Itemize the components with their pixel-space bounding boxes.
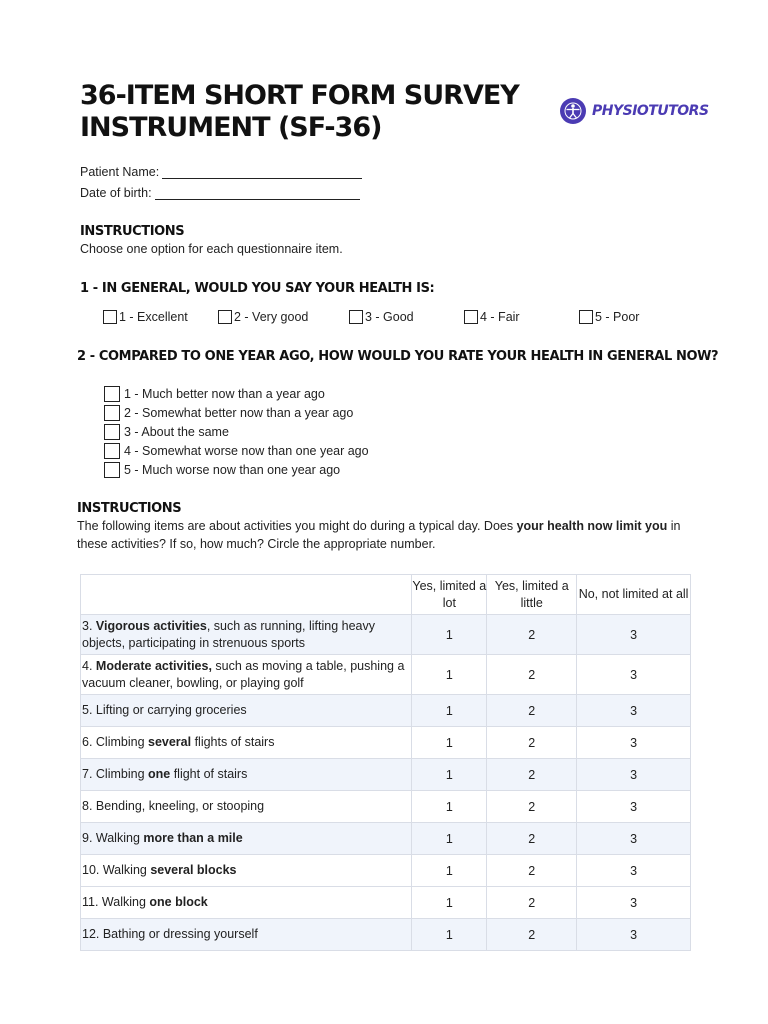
- table-header: Yes, limited a little: [487, 575, 577, 615]
- response-cell[interactable]: 3: [577, 887, 691, 919]
- checkbox[interactable]: [104, 424, 120, 440]
- q1-option-5[interactable]: 5 - Poor: [579, 310, 639, 324]
- response-cell[interactable]: 2: [487, 791, 577, 823]
- date-of-birth-line: [155, 187, 360, 200]
- instructions-text: Choose one option for each questionnaire item.: [80, 242, 343, 256]
- response-cell[interactable]: 3: [577, 855, 691, 887]
- checkbox[interactable]: [103, 310, 117, 324]
- vitruvian-man-icon: [560, 98, 586, 124]
- q1-option-1[interactable]: 1 - Excellent: [103, 310, 188, 324]
- q2-option-3[interactable]: 3 - About the same: [104, 423, 229, 440]
- response-cell[interactable]: 1: [412, 887, 487, 919]
- table-row: [81, 823, 691, 855]
- response-cell[interactable]: 1: [412, 727, 487, 759]
- activities-table: [80, 574, 691, 951]
- response-cell[interactable]: 3: [577, 759, 691, 791]
- patient-name-line: [162, 166, 362, 179]
- response-cell[interactable]: 2: [487, 823, 577, 855]
- table-row: [81, 727, 691, 759]
- activity-label: 11. Walking one block: [81, 887, 412, 919]
- response-cell[interactable]: 3: [577, 919, 691, 951]
- response-cell[interactable]: 2: [487, 759, 577, 791]
- response-cell[interactable]: 2: [487, 887, 577, 919]
- q2-option-4[interactable]: 4 - Somewhat worse now than one year ago: [104, 442, 369, 459]
- checkbox[interactable]: [579, 310, 593, 324]
- response-cell[interactable]: 1: [412, 759, 487, 791]
- response-cell[interactable]: 1: [412, 655, 487, 695]
- activity-label: 12. Bathing or dressing yourself: [81, 919, 412, 951]
- table-header-row: [81, 575, 691, 615]
- instructions-2-heading: INSTRUCTIONS: [77, 501, 182, 516]
- question-2-heading: 2 - COMPARED TO ONE YEAR AGO, HOW WOULD YOU RATE YOUR HEALTH IN GENERAL NOW?: [77, 349, 719, 364]
- response-cell[interactable]: 2: [487, 615, 577, 655]
- checkbox[interactable]: [464, 310, 478, 324]
- table-row: [81, 695, 691, 727]
- response-cell[interactable]: 3: [577, 823, 691, 855]
- activity-label: 10. Walking several blocks: [81, 855, 412, 887]
- table-header: No, not limited at all: [577, 575, 691, 615]
- patient-name-field[interactable]: Patient Name:: [80, 165, 362, 179]
- checkbox[interactable]: [104, 405, 120, 421]
- checkbox[interactable]: [104, 462, 120, 478]
- brand-logo: [560, 98, 709, 124]
- activity-label: 9. Walking more than a mile: [81, 823, 412, 855]
- response-cell[interactable]: 3: [577, 695, 691, 727]
- response-cell[interactable]: 1: [412, 615, 487, 655]
- instructions-2-text: The following items are about activities you might do during a typical day. Does your health now limit you in these activities? If so, how much? Circle the appropriate number.: [77, 519, 681, 551]
- checkbox[interactable]: [104, 386, 120, 402]
- page-title: 36-ITEM SHORT FORM SURVEY INSTRUMENT (SF-36): [80, 80, 519, 143]
- response-cell[interactable]: 3: [577, 791, 691, 823]
- checkbox[interactable]: [349, 310, 363, 324]
- activity-label: 7. Climbing one flight of stairs: [81, 759, 412, 791]
- response-cell[interactable]: 1: [412, 855, 487, 887]
- checkbox[interactable]: [104, 443, 120, 459]
- table-row: [81, 919, 691, 951]
- q2-option-1[interactable]: 1 - Much better now than a year ago: [104, 385, 325, 402]
- response-cell[interactable]: 1: [412, 823, 487, 855]
- checkbox[interactable]: [218, 310, 232, 324]
- response-cell[interactable]: 3: [577, 615, 691, 655]
- q2-option-2[interactable]: 2 - Somewhat better now than a year ago: [104, 404, 353, 421]
- response-cell[interactable]: 1: [412, 695, 487, 727]
- activity-label: 8. Bending, kneeling, or stooping: [81, 791, 412, 823]
- date-of-birth-field[interactable]: Date of birth:: [80, 186, 360, 200]
- table-row: [81, 615, 691, 655]
- brand-name: PHYSIOTUTORS: [592, 103, 709, 119]
- response-cell[interactable]: 2: [487, 695, 577, 727]
- table-header: [81, 575, 412, 615]
- table-row: [81, 887, 691, 919]
- q1-option-3[interactable]: 3 - Good: [349, 310, 414, 324]
- table-row: [81, 791, 691, 823]
- response-cell[interactable]: 2: [487, 727, 577, 759]
- table-row: [81, 855, 691, 887]
- question-1-options: [103, 310, 703, 328]
- q1-option-2[interactable]: 2 - Very good: [218, 310, 308, 324]
- activity-label: 4. Moderate activities, such as moving a table, pushing a vacuum cleaner, bowling, or playing golf: [81, 655, 412, 695]
- table-header: Yes, limited a lot: [412, 575, 487, 615]
- question-1-heading: 1 - IN GENERAL, WOULD YOU SAY YOUR HEALTH IS:: [80, 281, 435, 296]
- response-cell[interactable]: 1: [412, 919, 487, 951]
- q2-option-5[interactable]: 5 - Much worse now than one year ago: [104, 461, 340, 478]
- activity-label: 3. Vigorous activities, such as running, lifting heavy objects, participating in strenuous sports: [81, 615, 412, 655]
- response-cell[interactable]: 2: [487, 919, 577, 951]
- response-cell[interactable]: 2: [487, 855, 577, 887]
- activity-label: 6. Climbing several flights of stairs: [81, 727, 412, 759]
- table-row: [81, 655, 691, 695]
- response-cell[interactable]: 2: [487, 655, 577, 695]
- response-cell[interactable]: 3: [577, 655, 691, 695]
- instructions-heading: INSTRUCTIONS: [80, 224, 185, 239]
- response-cell[interactable]: 3: [577, 727, 691, 759]
- activity-label: 5. Lifting or carrying groceries: [81, 695, 412, 727]
- q1-option-4[interactable]: 4 - Fair: [464, 310, 520, 324]
- table-row: [81, 759, 691, 791]
- response-cell[interactable]: 1: [412, 791, 487, 823]
